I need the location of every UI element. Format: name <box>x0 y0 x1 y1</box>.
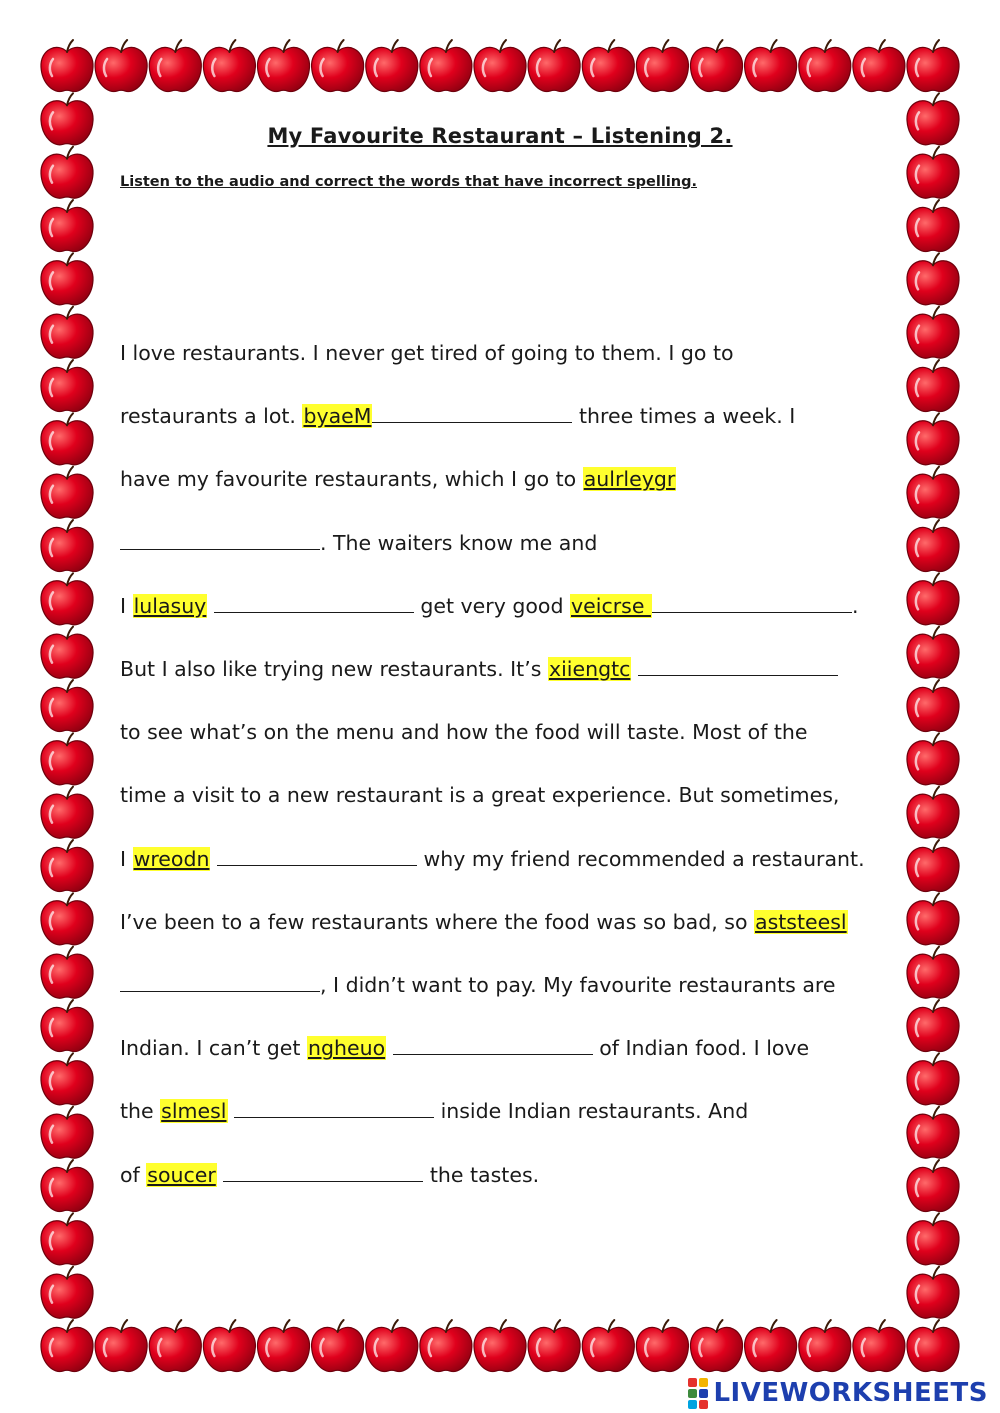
apple-icon <box>799 1320 851 1372</box>
passage-line <box>120 1096 748 1126</box>
passage-line <box>120 464 676 494</box>
apple-icon <box>907 467 959 519</box>
apple-icon <box>907 413 959 465</box>
apple-icon <box>41 147 93 199</box>
apple-icon <box>41 1107 93 1159</box>
apple-icon <box>41 893 93 945</box>
apple-icon <box>95 40 147 92</box>
page-title: My Favourite Restaurant – Listening 2. <box>267 124 733 148</box>
misspelled-word: soucer <box>147 1162 216 1187</box>
apple-icon <box>420 40 472 92</box>
apple-icon <box>907 787 959 839</box>
misspelled-word: veicrse <box>571 593 651 618</box>
apple-icon <box>907 147 959 199</box>
apple-icon <box>582 1320 634 1372</box>
apple-icon <box>41 93 93 145</box>
apple-icon <box>907 1213 959 1265</box>
passage-line <box>120 1160 539 1190</box>
passage-text: I <box>120 846 133 871</box>
apple-icon <box>690 40 742 92</box>
passage-text: I’ve been to a few restaurants where the food was so bad, so <box>120 909 755 934</box>
misspelled-word: xiiengtc <box>548 657 631 681</box>
apple-icon <box>41 680 93 732</box>
apple-icon <box>907 520 959 572</box>
passage-text: of Indian food. I love <box>592 1036 810 1061</box>
apple-icon <box>41 307 93 359</box>
passage-line <box>120 717 808 747</box>
apple-icon <box>312 40 364 92</box>
apple-icon <box>41 1053 93 1105</box>
apple-icon <box>853 1320 905 1372</box>
passage-text: the tastes. <box>423 1162 540 1187</box>
apple-icon <box>203 1320 255 1372</box>
apple-icon <box>41 627 93 679</box>
apple-icon <box>41 1320 93 1372</box>
apple-icon <box>907 893 959 945</box>
apple-icon <box>366 40 418 92</box>
apple-icon <box>582 40 634 92</box>
passage-text: have my favourite restaurants, which I go to <box>120 467 583 492</box>
apple-icon <box>41 520 93 572</box>
apple-icon <box>41 467 93 519</box>
instruction-text: Listen to the audio and correct the words that have incorrect spelling. <box>120 174 698 190</box>
misspelled-word: lulasuy <box>133 593 207 618</box>
apple-icon <box>690 1320 742 1372</box>
apple-icon <box>907 733 959 785</box>
apple-icon <box>149 1320 201 1372</box>
logo-text: LIVEWORKSHEETS <box>713 1378 988 1408</box>
answer-blank[interactable] <box>223 1163 423 1182</box>
apple-icon <box>41 787 93 839</box>
passage-text: . <box>851 593 859 618</box>
misspelled-word: slmesl <box>161 1099 227 1124</box>
apple-icon <box>907 1107 959 1159</box>
answer-blank[interactable] <box>652 594 852 613</box>
apple-icon <box>41 1213 93 1265</box>
apple-icon <box>907 947 959 999</box>
apple-icon <box>636 40 688 92</box>
misspelled-word: ngheuo <box>307 1036 386 1061</box>
apple-icon <box>907 627 959 679</box>
apple-icon <box>907 360 959 412</box>
apple-icon <box>636 1320 688 1372</box>
apple-icon <box>907 200 959 252</box>
apple-icon <box>907 93 959 145</box>
apple-icon <box>528 1320 580 1372</box>
apple-icon <box>312 1320 364 1372</box>
answer-blank[interactable] <box>217 847 417 866</box>
apple-icon <box>907 680 959 732</box>
apple-icon <box>474 40 526 92</box>
answer-blank[interactable] <box>393 1036 593 1055</box>
apple-icon <box>257 1320 309 1372</box>
apple-icon <box>203 40 255 92</box>
apple-icon <box>41 733 93 785</box>
apple-icon <box>853 40 905 92</box>
apple-icon <box>41 1267 93 1319</box>
apple-icon <box>907 1160 959 1212</box>
apple-icon <box>907 40 959 92</box>
apple-icon <box>474 1320 526 1372</box>
apple-icon <box>41 200 93 252</box>
misspelled-word: byaeM <box>303 404 372 429</box>
answer-blank[interactable] <box>120 531 320 550</box>
apple-icon <box>907 1320 959 1372</box>
apple-icon <box>907 1267 959 1319</box>
misspelled-word: aulrleygr <box>583 467 676 492</box>
apple-icon <box>95 1320 147 1372</box>
apple-icon <box>907 573 959 625</box>
misspelled-word: aststeesl <box>755 909 847 934</box>
answer-blank[interactable] <box>372 404 572 423</box>
answer-blank[interactable] <box>638 657 838 676</box>
passage-line <box>120 780 839 810</box>
passage-text: I love restaurants. I never get tired of going to them. I go to <box>120 341 734 365</box>
apple-icon <box>907 840 959 892</box>
passage-text: Indian. I can’t get <box>120 1036 307 1061</box>
answer-blank[interactable] <box>234 1099 434 1118</box>
apple-icon <box>366 1320 418 1372</box>
passage-text: three times a week. I <box>572 404 796 429</box>
passage-text: inside Indian restaurants. And <box>434 1099 749 1124</box>
apple-icon <box>257 40 309 92</box>
passage-line <box>120 591 859 621</box>
answer-blank[interactable] <box>120 973 320 992</box>
misspelled-word: wreodn <box>133 846 210 871</box>
passage-line <box>120 844 865 874</box>
apple-icon <box>420 1320 472 1372</box>
passage-text: , I didn’t want to pay. My favourite restaurants are <box>320 973 836 997</box>
passage-text: time a visit to a new restaurant is a great experience. But sometimes, <box>120 783 840 808</box>
passage-text: the <box>120 1099 161 1124</box>
logo-grid-icon <box>688 1378 708 1409</box>
passage-text: of <box>120 1162 147 1187</box>
apple-icon <box>41 1000 93 1052</box>
passage-text: I <box>120 593 133 618</box>
passage-text: . The waiters know me and <box>320 530 598 555</box>
apple-icon <box>41 360 93 412</box>
passage-text: get very good <box>413 593 571 618</box>
apple-icon <box>41 947 93 999</box>
apple-icon <box>745 40 797 92</box>
passage-line <box>120 907 848 937</box>
passage-line <box>120 338 734 368</box>
apple-icon <box>907 253 959 305</box>
apple-icon <box>41 413 93 465</box>
apple-icon <box>41 40 93 92</box>
answer-blank[interactable] <box>214 594 414 613</box>
apple-icon <box>907 307 959 359</box>
passage-text: But I also like trying new restaurants. It’s <box>120 657 548 681</box>
apple-icon <box>41 1160 93 1212</box>
apple-icon <box>799 40 851 92</box>
passage-text: why my friend recommended a restaurant. <box>417 846 865 871</box>
passage-line <box>120 1033 809 1063</box>
passage-text: to see what’s on the menu and how the food will taste. Most of the <box>120 720 808 745</box>
passage-text: restaurants a lot. <box>120 404 303 429</box>
passage-line <box>120 654 838 684</box>
liveworksheets-logo <box>688 1376 988 1410</box>
apple-icon <box>907 1053 959 1105</box>
passage-line <box>120 401 795 431</box>
apple-icon <box>528 40 580 92</box>
apple-icon <box>745 1320 797 1372</box>
passage-line <box>120 970 835 1000</box>
apple-icon <box>149 40 201 92</box>
apple-icon <box>41 840 93 892</box>
passage-line <box>120 528 597 558</box>
apple-icon <box>41 253 93 305</box>
apple-icon <box>907 1000 959 1052</box>
apple-icon <box>41 573 93 625</box>
